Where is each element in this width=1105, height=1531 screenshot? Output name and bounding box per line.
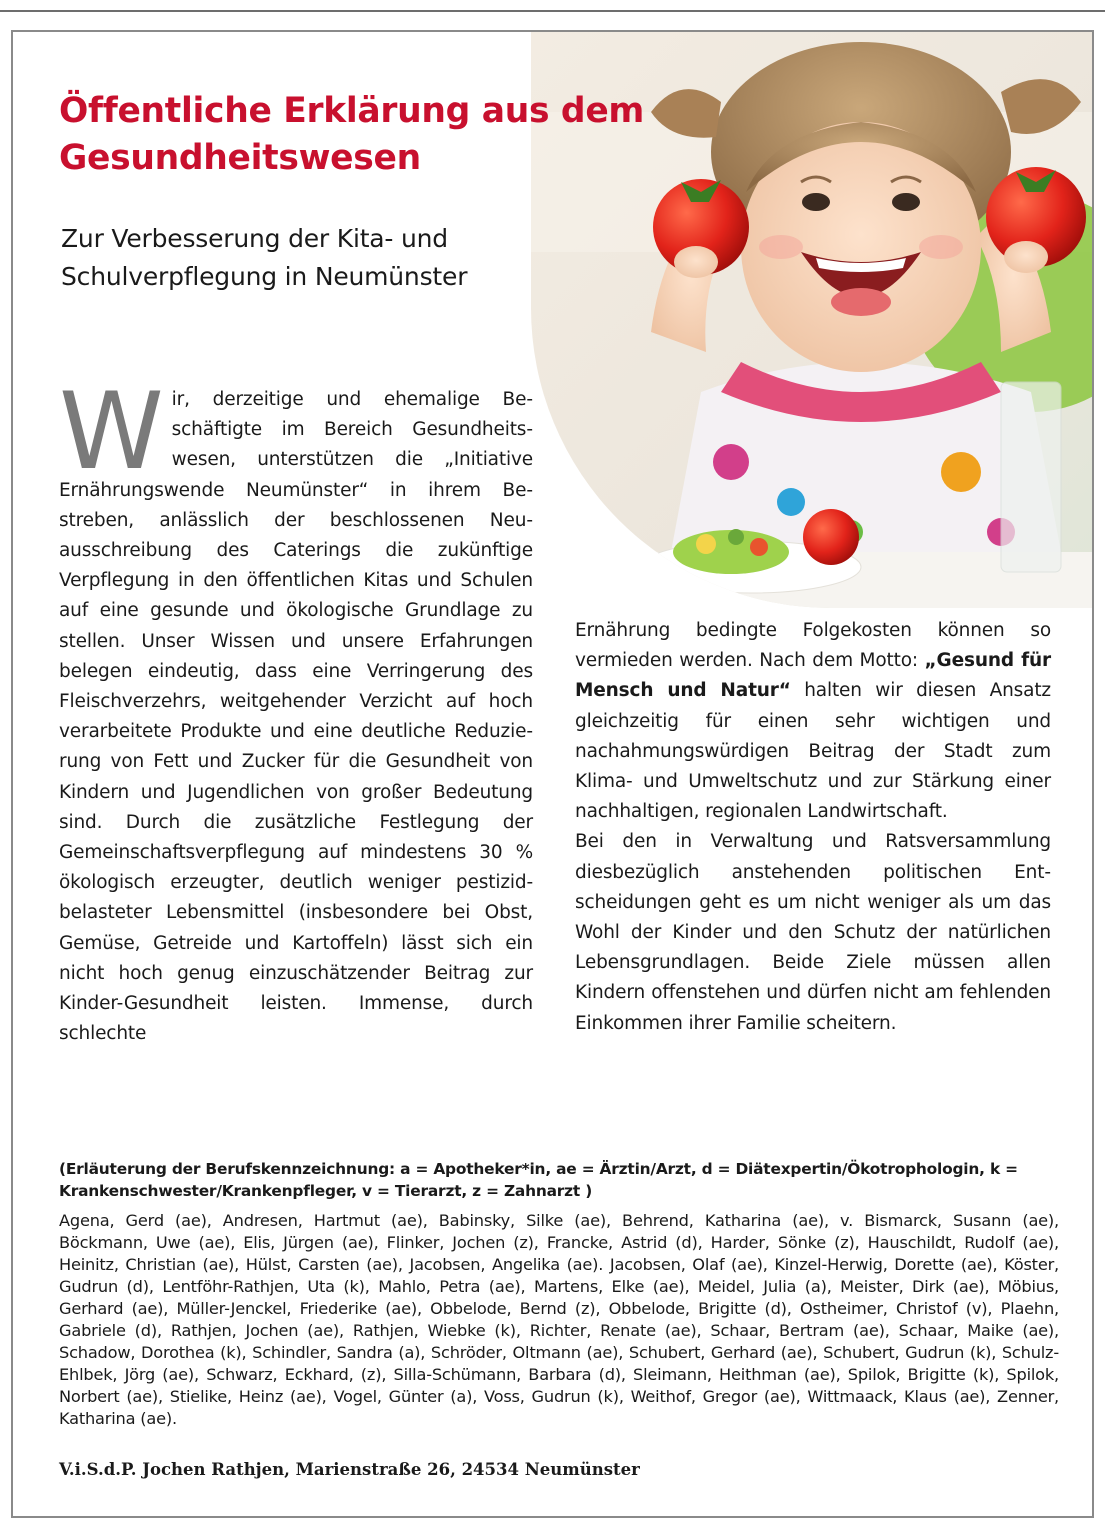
body-column-left — [59, 370, 533, 1049]
headline: Öffentliche Erklärung aus dem Gesundheitswesen — [59, 91, 645, 178]
right-paragraph-1 — [575, 616, 1051, 827]
right-text-b: halten wir diesen Ansatz gleichzeitig für einen sehr wichtigen und nachahmungswürdigen Beitrag der Stadt zum Klima- und Umweltschutz und zur Stärkung einer nachhaltigen, regionalen Landwirtschaft. — [575, 680, 1051, 823]
motto: „Gesund für Mensch und Natur“ — [575, 650, 1051, 702]
signatories-list: Agena, Gerd (ae), Andresen, Hartmut (ae), Babinsky, Silke (ae), Behrend, Katharina (ae), v. Bismarck, Susann (ae), Böckmann, Uwe (ae), Elis, Jürgen (ae), Flinker, Jochen (z), Francke, Astrid (d), Harder, Sönke (z), Hauschildt, Rudolf (ae), Heinitz, Christian (ae), Hülst, Carsten (ae), Jacobsen, Angelika (ae). Jacobsen, Olaf (ae), Kinzel-Herwig, Dorette (ae), Köster, Gudrun (d), Lentföhr-Rathjen, Uta (k), Mahlo, Petra (ae), Martens, Elke (ae), Meidel, Julia (a), Meister, Dirk (ae), Möbius, Gerhard (ae), Müller-Jenckel, Friederike (ae), Obbelode, Bernd (z), Obbelode, Brigitte (d), Ostheimer, Christof (v), Plaehn, Gabriele (d), Rathjen, Jochen (ae), Rathjen, Wiebke (k), Richter, Renate (ae), Schaar, Bertram (ae), Schaar, Maike (ae), Schadow, Dorothea (k), Schindler, Sandra (a), Schröder, Oltmann (ae), Schubert, Gerhard (ae), Schubert, Gudrun (k), Schulz-Ehlbek, Jörg (ae), Schwarz, Eckhard, (z), Silla-Schümann, Barbara (d), Sleimann, Heithman (ae), Spilok, Brigitte (k), Spilok, Norbert (ae), Stielike, Heinz (ae), Vogel, Günter (a), Voss, Gudrun (k), Weithof, Gregor (ae), Wittmaack, Klaus (ae), Zenner, Katharina (ae). — [59, 1211, 1059, 1428]
intro-text: ir, derzeitige und ehemalige Beschäftigte im Bereich Gesundheitswesen, unterstützen die „Initiative Ernährungswende Neumünster“ in ihrem Bestreben, anlässlich der beschlossenen Neuausschreibung des Caterings die zukünftige Verpflegung in den öffentlichen Kitas und Schulen auf eine gesunde und ökologische Grundlage zu stellen. Unser Wissen und unsere Erfahrungen belegen eindeutig, dass eine Verringerung des Fleischverzehrs, weitgehender Verzicht auf hoch verarbeitete Produkte und eine deutliche Reduzierung von Fett und Zucker für die Gesundheit von Kindern und Jugendlichen von großer Bedeutung sind. Durch die zusätzliche Festlegung der Gemeinschaftsverpflegung auf mindestens 30 % ökologisch erzeugter, deutlich weniger pestizid-belasteter Lebensmittel (insbesondere bei Obst, Gemüse, Getreide und Kartoffeln) lässt sich ein nicht hoch genug einzuschätzender Beitrag zur Kinder-Gesundheit leisten. Immense, durch schlechte — [59, 389, 533, 1045]
subheadline: Zur Verbesserung der Kita- und Schulverpflegung in Neumünster — [61, 224, 468, 291]
body-column-right — [575, 616, 1051, 1039]
right-paragraph-2: Bei den in Verwaltung und Ratsversammlung diesbezüglich anstehenden politischen Entscheidungen geht es um nicht weniger als um das Wohl der Kinder und den Schutz der natürlichen Lebensgrundlagen. Beide Ziele müssen allen Kindern offenstehen und dürfen nicht am fehlenden Einkommen ihrer Familie scheitern. — [575, 831, 1051, 1034]
imprint: V.i.S.d.P. Jochen Rathjen, Marienstraße 26, 24534 Neumünster — [59, 1460, 640, 1479]
top-rule — [0, 10, 1105, 12]
right-text-a: Ernährung bedingte Folgekosten können so vermieden werden. Nach dem Motto: — [575, 620, 1051, 672]
profession-legend: (Erläuterung der Berufskennzeichnung: a = Apotheker*in, ae = Ärztin/Arzt, d = Diätexpertin/Ökotrophologin, k = Krankenschwester/Krankenpfleger, v = Tierarzt, z = Zahnarzt ) — [59, 1160, 1018, 1200]
advertisement-frame — [11, 30, 1094, 1518]
dropcap: W — [59, 370, 164, 493]
intro-paragraph — [59, 370, 533, 1049]
